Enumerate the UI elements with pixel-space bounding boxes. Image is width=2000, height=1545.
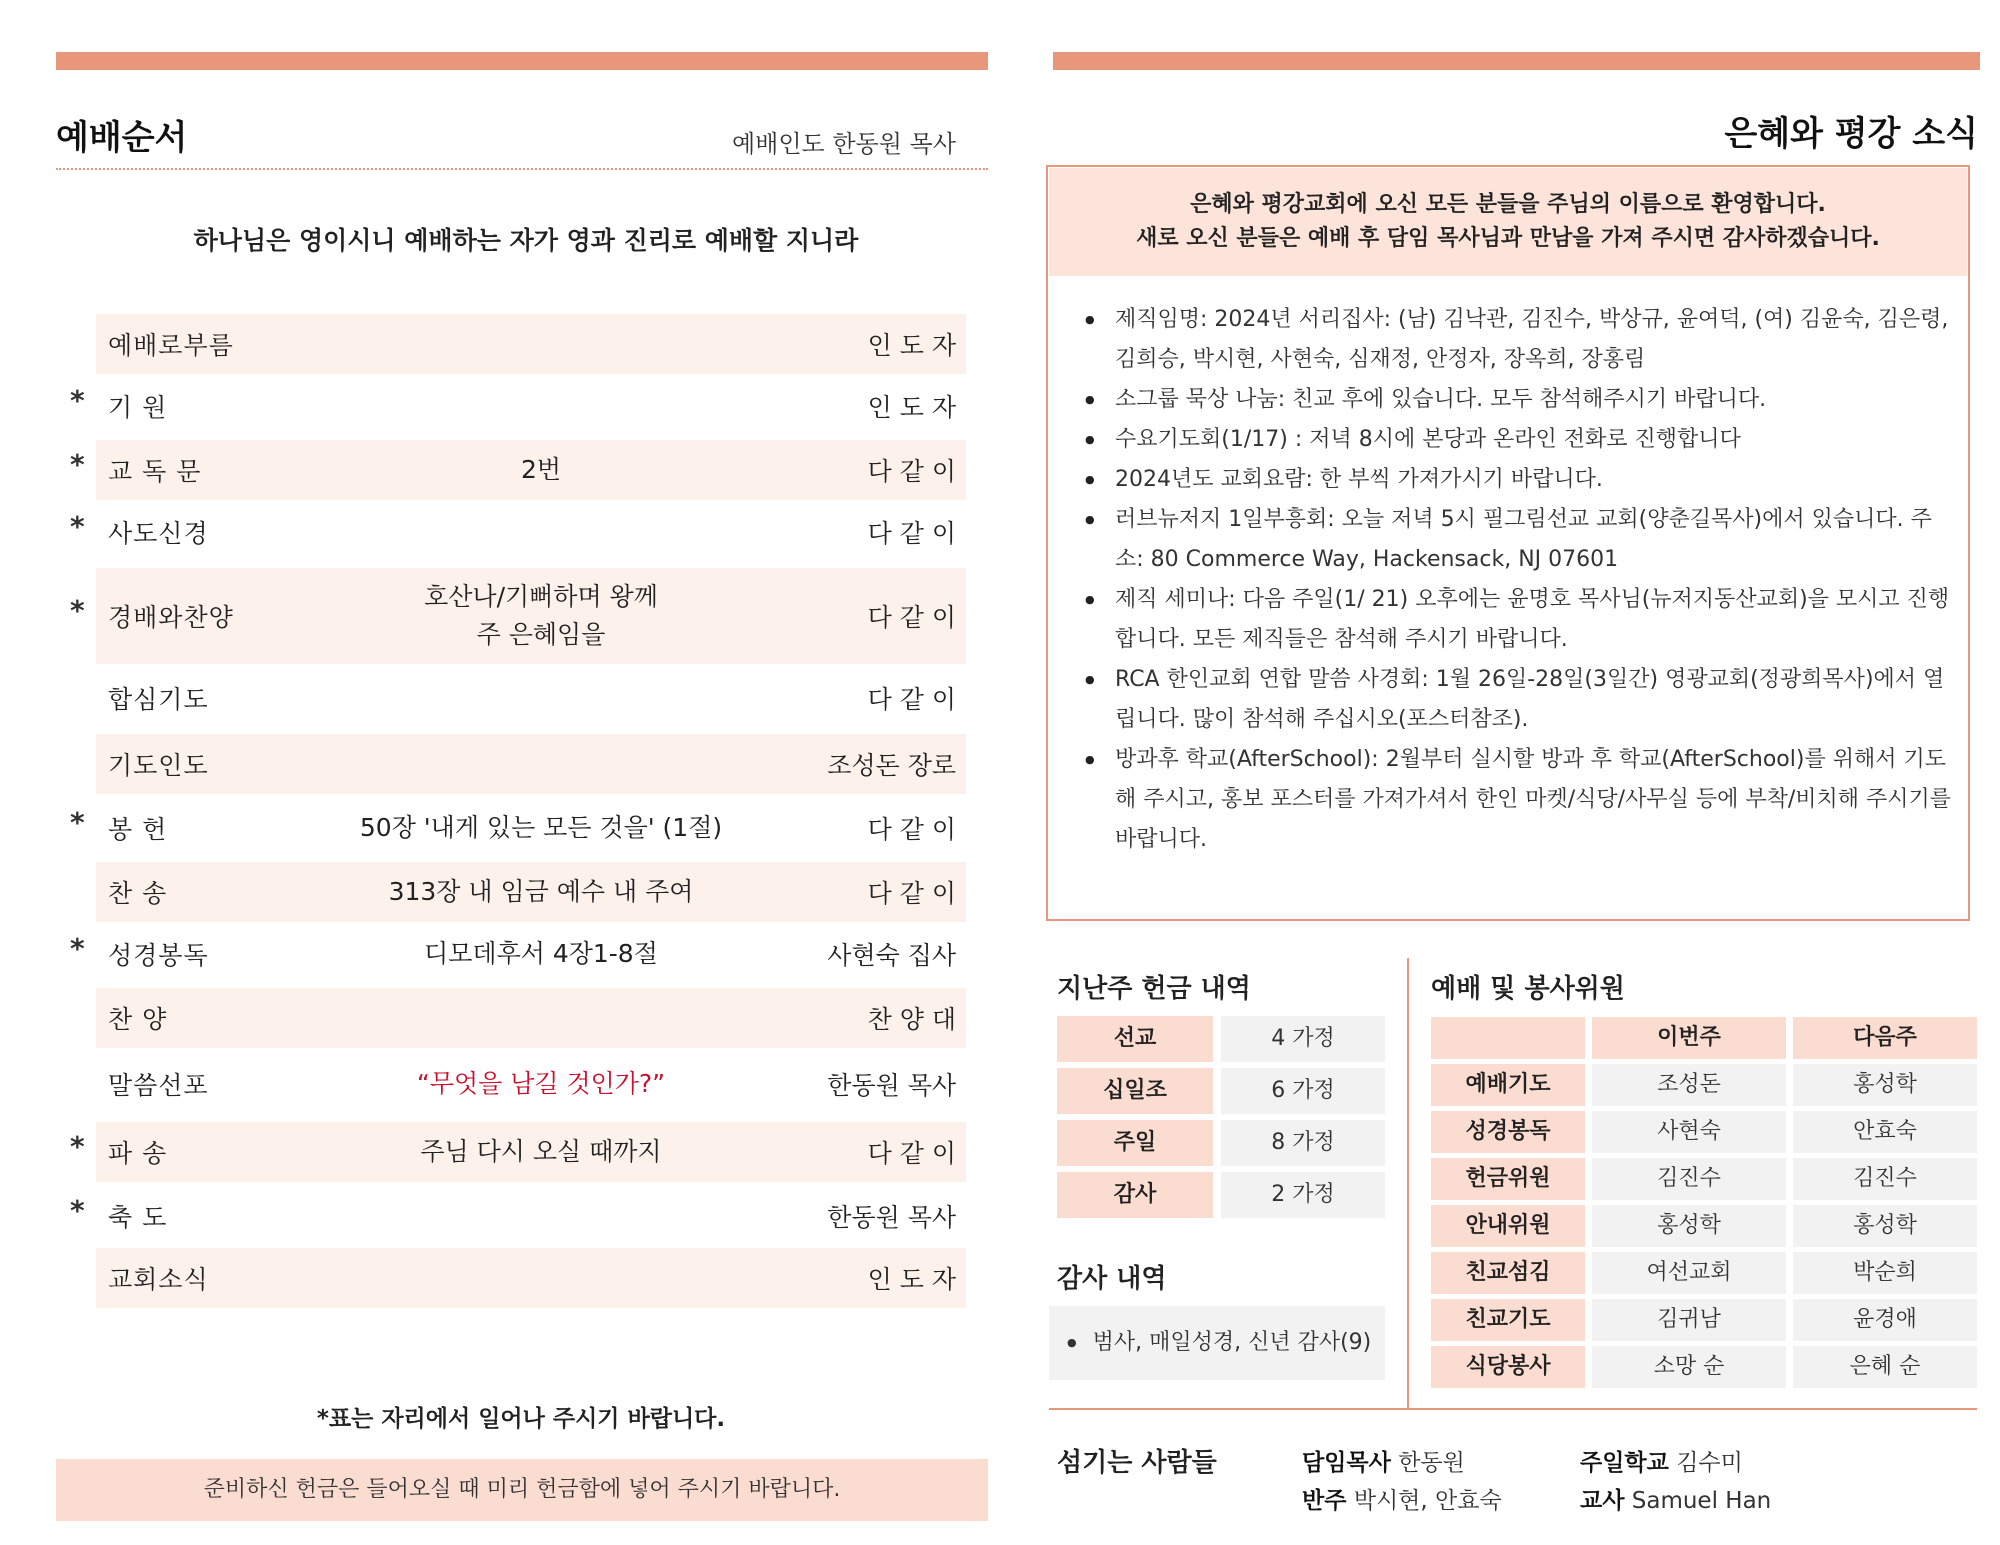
service-this-week: 홍성학 [1592, 1205, 1786, 1247]
staff-name: 한동원 [1398, 1450, 1465, 1476]
staff-role: 반주 [1302, 1488, 1347, 1514]
standing-asterisk: * [70, 1130, 85, 1163]
stand-note: *표는 자리에서 일어나 주시기 바랍니다. [316, 1406, 726, 1432]
staff-teacher [1580, 1482, 1771, 1515]
scripture-verse: 하나님은 영이시니 예배하는 자가 영과 진리로 예배할 지니라 [193, 226, 859, 255]
service-this-week: 소망 순 [1592, 1346, 1786, 1388]
news-item: ● 제직 세미나: 다음 주일(1/ 21) 오후에는 윤명호 목사님(뉴저지동산교회)을 모시고 진행합니다. 모든 제직들은 참석해 주시기 바랍니다. [1085, 580, 1955, 660]
order-row [96, 376, 966, 436]
order-row [96, 1054, 966, 1114]
order-row [96, 314, 966, 374]
standing-asterisk: * [70, 594, 85, 627]
order-item-leader: 다 같 이 [867, 685, 956, 714]
order-item-content: 2번 [520, 455, 562, 484]
offering-label: 주일 [1057, 1120, 1213, 1166]
horizontal-divider [1049, 1408, 1977, 1410]
staff-name: Samuel Han [1631, 1488, 1772, 1514]
top-accent-bar-left [56, 52, 988, 70]
order-row [96, 668, 966, 728]
service-column-header: 이번주 [1592, 1017, 1786, 1059]
service-next-week: 윤경애 [1793, 1299, 1977, 1341]
service-this-week: 김진수 [1592, 1158, 1786, 1200]
order-item-name: 말씀선포 [108, 1071, 209, 1100]
order-item-name: 사도신경 [108, 519, 209, 548]
bullet-icon: ● [1067, 1336, 1077, 1349]
news-item: ● 2024년도 교회요람: 한 부씩 가져가시기 바랍니다. [1085, 460, 1955, 500]
order-item-content: 주님 다시 오실 때까지 [420, 1137, 662, 1166]
service-role: 예배기도 [1431, 1064, 1585, 1106]
order-item-name: 축 도 [108, 1203, 168, 1232]
service-role: 성경봉독 [1431, 1111, 1585, 1153]
page-title-news: 은혜와 평강 소식 [1724, 114, 1978, 154]
service-column-header [1431, 1017, 1585, 1059]
order-item-name: 기 원 [108, 393, 168, 422]
vertical-divider [1407, 958, 1409, 1408]
order-item-leader: 인 도 자 [867, 1265, 956, 1294]
news-item: ● 수요기도회(1/17) : 저녁 8시에 본당과 온라인 전화로 진행합니다 [1085, 420, 1955, 460]
offering-value: 6 가정 [1221, 1068, 1385, 1114]
service-role: 친교섬김 [1431, 1252, 1585, 1294]
staff-name: 김수미 [1676, 1450, 1743, 1476]
service-role: 안내위원 [1431, 1205, 1585, 1247]
order-item-content: 313장 내 임금 예수 내 주여 [388, 877, 694, 906]
order-item-name: 찬 양 [108, 1005, 168, 1034]
order-item-content: 디모데후서 4장1-8절 [424, 939, 658, 968]
order-item-name: 성경봉독 [108, 941, 209, 970]
order-item-leader: 다 같 이 [867, 879, 956, 908]
standing-asterisk: * [70, 448, 85, 481]
order-item-leader: 다 같 이 [867, 457, 956, 486]
order-item-leader: 다 같 이 [867, 603, 956, 632]
order-row [96, 734, 966, 794]
offering-value: 4 가정 [1221, 1016, 1385, 1062]
service-next-week: 안효숙 [1793, 1111, 1977, 1153]
offering-value: 2 가정 [1221, 1172, 1385, 1218]
order-item-leader: 다 같 이 [867, 815, 956, 844]
order-item-name: 파 송 [108, 1139, 168, 1168]
sermon-title: “무엇을 남길 것인가?” [416, 1069, 666, 1098]
service-next-week: 박순희 [1793, 1252, 1977, 1294]
welcome-line-1: 은혜와 평강교회에 오신 모든 분들을 주님의 이름으로 환영합니다. [1190, 192, 1826, 217]
service-committee-title: 예배 및 봉사위원 [1431, 974, 1625, 1004]
staff-senior-pastor [1302, 1444, 1465, 1477]
service-role: 식당봉사 [1431, 1346, 1585, 1388]
order-row [96, 440, 966, 500]
order-item-leader: 사현숙 집사 [827, 941, 956, 970]
order-row [96, 502, 966, 562]
news-item: ● 제직임명: 2024년 서리집사: (남) 김낙관, 김진수, 박상규, 윤여덕, (여) 김윤숙, 김은령, 김희승, 박시현, 사현숙, 심재정, 안정자, 장옥희, 장홍림 [1085, 300, 1955, 380]
news-list [1085, 300, 1955, 860]
service-next-week: 김진수 [1793, 1158, 1977, 1200]
order-item-name: 교회소식 [108, 1265, 209, 1294]
welcome-line-2: 새로 오신 분들은 예배 후 담임 목사님과 만남을 가져 주시면 감사하겠습니다. [1136, 226, 1880, 251]
order-item-leader: 다 같 이 [867, 1139, 956, 1168]
staff-accompanist [1302, 1482, 1502, 1515]
top-accent-bar-right [1053, 52, 1980, 70]
staff-role: 교사 [1580, 1488, 1625, 1514]
order-item-name: 경배와찬양 [108, 603, 234, 632]
news-item: ● RCA 한인교회 연합 말씀 사경회: 1월 26일-28일(3일간) 영광교회(정광희목사)에서 열립니다. 많이 참석해 주십시오(포스터참조). [1085, 660, 1955, 740]
order-row [96, 1248, 966, 1308]
order-item-leader: 인 도 자 [867, 331, 956, 360]
standing-asterisk: * [70, 510, 85, 543]
thanks-item: 범사, 매일성경, 신년 감사(9) [1092, 1330, 1372, 1355]
staff-role: 주일학교 [1580, 1450, 1669, 1476]
order-item-leader: 한동원 목사 [827, 1203, 956, 1232]
order-row [96, 1122, 966, 1182]
offering-value: 8 가정 [1221, 1120, 1385, 1166]
service-this-week: 여선교회 [1592, 1252, 1786, 1294]
standing-asterisk: * [70, 1194, 85, 1227]
staff-title: 섬기는 사람들 [1057, 1448, 1217, 1478]
service-next-week: 홍성학 [1793, 1205, 1977, 1247]
service-this-week: 조성돈 [1592, 1064, 1786, 1106]
order-row [96, 862, 966, 922]
page-title-worship-order: 예배순서 [56, 118, 188, 158]
service-this-week: 김귀남 [1592, 1299, 1786, 1341]
offering-label: 십일조 [1057, 1068, 1213, 1114]
offering-label: 선교 [1057, 1016, 1213, 1062]
service-role: 헌금위원 [1431, 1158, 1585, 1200]
order-item-leader: 한동원 목사 [827, 1071, 956, 1100]
order-row [96, 1186, 966, 1246]
order-item-content: 50장 '내게 있는 모든 것을' (1절) [359, 813, 723, 842]
service-column-header: 다음주 [1793, 1017, 1977, 1059]
order-item-name: 예배로부름 [108, 331, 234, 360]
news-item: ● 소그룹 묵상 나눔: 친교 후에 있습니다. 모두 참석해주시기 바랍니다. [1085, 380, 1955, 420]
order-row [96, 988, 966, 1048]
order-item-name: 합심기도 [108, 685, 209, 714]
service-role: 친교기도 [1431, 1299, 1585, 1341]
worship-leader: 예배인도 한동원 목사 [732, 130, 956, 158]
thanks-title: 감사 내역 [1057, 1264, 1167, 1294]
offering-note: 준비하신 헌금은 들어오실 때 미리 헌금함에 넣어 주시기 바랍니다. [56, 1459, 988, 1521]
standing-asterisk: * [70, 384, 85, 417]
order-item-name: 봉 헌 [108, 815, 168, 844]
order-row [96, 568, 966, 664]
service-next-week: 은혜 순 [1793, 1346, 1977, 1388]
order-item-leader: 다 같 이 [867, 519, 956, 548]
order-row [96, 924, 966, 984]
order-item-name: 찬 송 [108, 879, 168, 908]
staff-name: 박시현, 안효숙 [1353, 1488, 1502, 1514]
offering-summary-title: 지난주 헌금 내역 [1057, 974, 1251, 1004]
standing-asterisk: * [70, 932, 85, 965]
order-item-leader: 인 도 자 [867, 393, 956, 422]
order-row [96, 798, 966, 858]
thanks-list [1049, 1306, 1385, 1380]
welcome-message [1049, 168, 1967, 276]
order-item-content: 호산나/기뻐하며 왕께 주 은혜임을 [424, 582, 658, 649]
offering-label: 감사 [1057, 1172, 1213, 1218]
service-next-week: 홍성학 [1793, 1064, 1977, 1106]
standing-asterisk: * [70, 806, 85, 839]
news-item: ● 러브뉴저지 1일부흥회: 오늘 저녁 5시 필그림선교 교회(양춘길목사)에서 있습니다. 주소: 80 Commerce Way, Hackensack, NJ 07601 [1085, 500, 1955, 580]
staff-role: 담임목사 [1302, 1450, 1391, 1476]
order-item-leader: 조성돈 장로 [827, 751, 956, 780]
news-item: ● 방과후 학교(AfterSchool): 2월부터 실시할 방과 후 학교(AfterSchool)를 위해서 기도해 주시고, 홍보 포스터를 가져가셔서 한인 마켓/식당/사무실 등에 부착/비치해 주시기를 바랍니다. [1085, 740, 1955, 860]
service-this-week: 사현숙 [1592, 1111, 1786, 1153]
dotted-divider [56, 168, 988, 170]
order-item-name: 교 독 문 [108, 457, 202, 486]
order-item-leader: 찬 양 대 [867, 1005, 956, 1034]
order-item-name: 기도인도 [108, 751, 209, 780]
staff-sunday-school [1580, 1444, 1743, 1477]
